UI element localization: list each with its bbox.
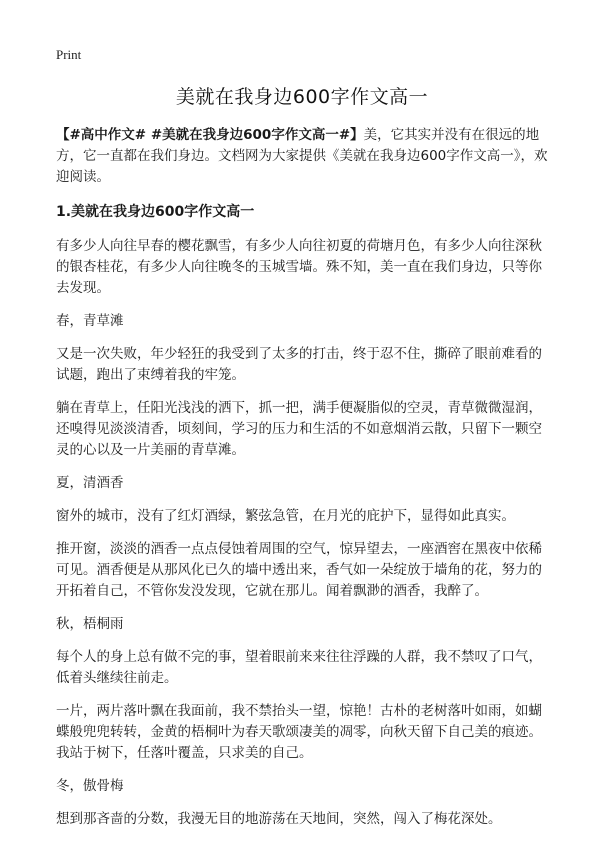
paragraph: 想到那吝啬的分数，我漫无目的地游荡在天地间，突然，闯入了梅花深处。 bbox=[56, 811, 502, 827]
intro-paragraph bbox=[56, 125, 548, 188]
print-link[interactable]: Print bbox=[56, 47, 82, 62]
subheading-summer: 夏，清酒香 bbox=[56, 475, 124, 491]
subheading-spring: 春，青草滩 bbox=[56, 313, 124, 329]
paragraph: 一片，两片落叶飘在我面前，我不禁抬头一望，惊艳！古朴的老树落叶如雨，如蝴蝶般兜兜转转，金黄的梧桐叶为春天歌颂凄美的凋零，向秋天留下自己美的痕迹。我站于树下，任落叶覆盖，只求美的自己。 bbox=[56, 703, 542, 761]
paragraph: 有多少人向往早春的樱花飘雪，有多少人向往初夏的荷塘月色，有多少人向往深秋的银杏桂花，有多少人向往晚冬的玉城雪墙。殊不知，美一直在我们身边，只等你去发现。 bbox=[56, 238, 542, 296]
subheading-winter: 冬，傲骨梅 bbox=[56, 778, 124, 794]
intro-tags: 【#高中作文# #美就在我身边600字作文高一#】 bbox=[56, 127, 364, 143]
section-heading: 1.美就在我身边600字作文高一 bbox=[56, 204, 255, 220]
paragraph: 躺在青草上，任阳光浅浅的洒下，抓一把，满手便凝脂似的空灵，青草微微湿润，还嗅得见淡淡清香，顷刻间，学习的压力和生活的不如意烟消云散，只留下一颗空灵的心以及一片美丽的青草滩。 bbox=[56, 400, 542, 458]
paragraph: 推开窗，淡淡的酒香一点点侵蚀着周围的空气，惊异望去，一座酒窖在黑夜中依稀可见。酒香便是从那风化已久的墙中透出来，香气如一朵绽放于墙角的花，努力的开拓着自己，不管你发没发现，它就在那儿。闻着飘渺的酒香，我醉了。 bbox=[56, 541, 542, 599]
paragraph: 窗外的城市，没有了红灯酒绿，繁弦急管，在月光的庇护下，显得如此真实。 bbox=[56, 508, 515, 524]
paragraph: 每个人的身上总有做不完的事，望着眼前来来往往浮躁的人群，我不禁叹了口气，低着头继续往前走。 bbox=[56, 649, 542, 686]
paragraph: 又是一次失败，年少轻狂的我受到了太多的打击，终于忍不住，撕碎了眼前难看的试题，跑出了束缚着我的牢笼。 bbox=[56, 346, 542, 383]
intro-text: 美，它其实并没有在很远的地方，它一直都在我们身边。文档网为大家提供《美就在我身边600字作文高一》，欢迎阅读。 bbox=[56, 127, 548, 185]
subheading-autumn: 秋，梧桐雨 bbox=[56, 616, 124, 632]
page-title: 美就在我身边600字作文高一 bbox=[175, 86, 429, 108]
article bbox=[56, 72, 548, 842]
